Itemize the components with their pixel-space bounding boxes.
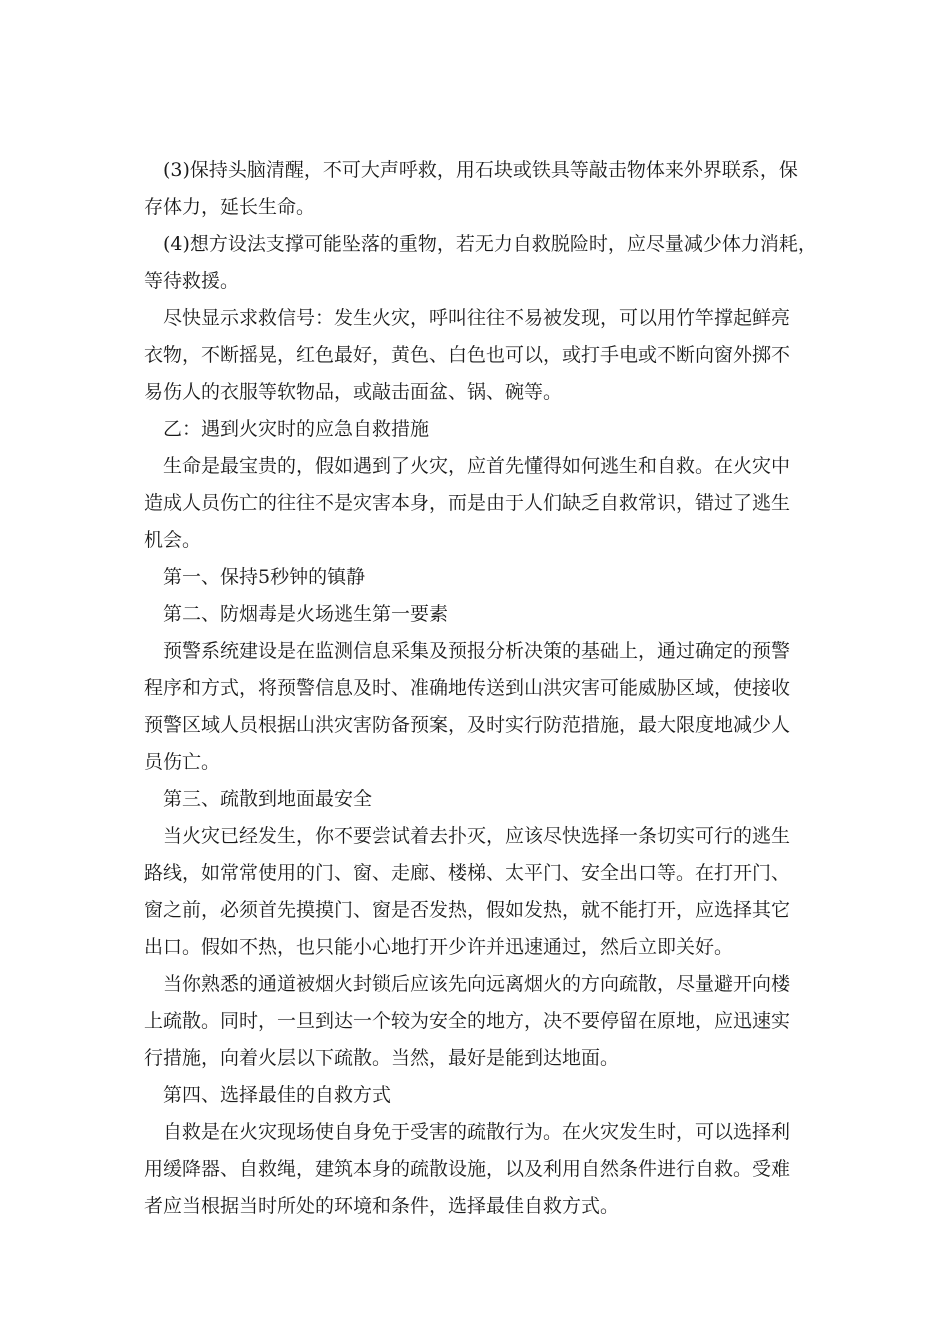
paragraph-line: 行措施，向着火层以下疏散。当然，最好是能到达地面。 bbox=[144, 1047, 620, 1069]
paragraph-line: 上疏散。同时，一旦到达一个较为安全的地方，决不要停留在原地，应迅速实 bbox=[144, 1010, 791, 1032]
paragraph bbox=[144, 411, 814, 448]
paragraph bbox=[144, 818, 814, 966]
paragraph-line: 出口。假如不热，也只能小心地打开少许并迅速通过，然后立即关好。 bbox=[144, 936, 734, 958]
paragraph-line: 用缓降器、自救绳，建筑本身的疏散设施，以及利用自然条件进行自救。受难 bbox=[144, 1158, 791, 1180]
paragraph-line: 生命是最宝贵的，假如遇到了火灾，应首先懂得如何逃生和自救。在火灾中 bbox=[163, 455, 791, 477]
paragraph bbox=[144, 448, 814, 559]
paragraph-line: 自救是在火灾现场使自身免于受害的疏散行为。在火灾发生时，可以选择利 bbox=[163, 1121, 791, 1143]
paragraph-line: 窗之前，必须首先摸摸门、窗是否发热，假如发热，就不能打开，应选择其它 bbox=[144, 899, 791, 921]
paragraph-line: 当你熟悉的通道被烟火封锁后应该先向远离烟火的方向疏散，尽量避开向楼 bbox=[163, 973, 791, 995]
paragraph-line: 第四、选择最佳的自救方式 bbox=[163, 1084, 392, 1106]
paragraph bbox=[144, 596, 814, 633]
paragraph-line: (4)想方设法支撑可能坠落的重物，若无力自救脱险时，应尽量减少体力消耗， bbox=[163, 233, 817, 255]
paragraph-line: 尽快显示求救信号：发生火灾，呼叫往往不易被发现，可以用竹竿撑起鲜亮 bbox=[163, 307, 791, 329]
paragraph-line: 等待救援。 bbox=[144, 270, 240, 292]
paragraph-line: 第一、保持5秒钟的镇静 bbox=[163, 566, 366, 588]
paragraph-line: 预警系统建设是在监测信息采集及预报分析决策的基础上，通过确定的预警 bbox=[163, 640, 791, 662]
paragraph bbox=[144, 559, 814, 596]
paragraph bbox=[144, 300, 814, 411]
paragraph bbox=[144, 1077, 814, 1114]
paragraph-line: 程序和方式，将预警信息及时、准确地传送到山洪灾害可能威胁区域，使接收 bbox=[144, 677, 791, 699]
paragraph-line: 易伤人的衣服等软物品，或敲击面盆、锅、碗等。 bbox=[144, 381, 563, 403]
paragraph-line: 第二、防烟毒是火场逃生第一要素 bbox=[163, 603, 449, 625]
paragraph bbox=[144, 966, 814, 1077]
paragraph-line: 衣物，不断摇晃，红色最好，黄色、白色也可以，或打手电或不断向窗外掷不 bbox=[144, 344, 791, 366]
paragraph-line: 存体力，延长生命。 bbox=[144, 196, 316, 218]
paragraph-line: 当火灾已经发生，你不要尝试着去扑灭，应该尽快选择一条切实可行的逃生 bbox=[163, 825, 791, 847]
paragraph bbox=[144, 152, 814, 226]
paragraph-line: 预警区域人员根据山洪灾害防备预案，及时实行防范措施，最大限度地减少人 bbox=[144, 714, 791, 736]
document-body bbox=[144, 152, 817, 1225]
paragraph-line: 路线，如常常使用的门、窗、走廊、楼梯、太平门、安全出口等。在打开门、 bbox=[144, 862, 791, 884]
paragraph bbox=[144, 781, 814, 818]
paragraph-line: 造成人员伤亡的往往不是灾害本身，而是由于人们缺乏自救常识，错过了逃生 bbox=[144, 492, 791, 514]
paragraph-line: 乙：遇到火灾时的应急自救措施 bbox=[163, 418, 430, 440]
paragraph bbox=[144, 633, 814, 781]
paragraph-line: (3)保持头脑清醒，不可大声呼救，用石块或铁具等敲击物体来外界联系，保 bbox=[163, 159, 798, 181]
paragraph bbox=[144, 226, 817, 300]
paragraph bbox=[144, 1114, 814, 1225]
paragraph-line: 第三、疏散到地面最安全 bbox=[163, 788, 373, 810]
paragraph-line: 机会。 bbox=[144, 529, 202, 551]
paragraph-line: 者应当根据当时所处的环境和条件，选择最佳自救方式。 bbox=[144, 1195, 620, 1217]
paragraph-line: 员伤亡。 bbox=[144, 751, 221, 773]
